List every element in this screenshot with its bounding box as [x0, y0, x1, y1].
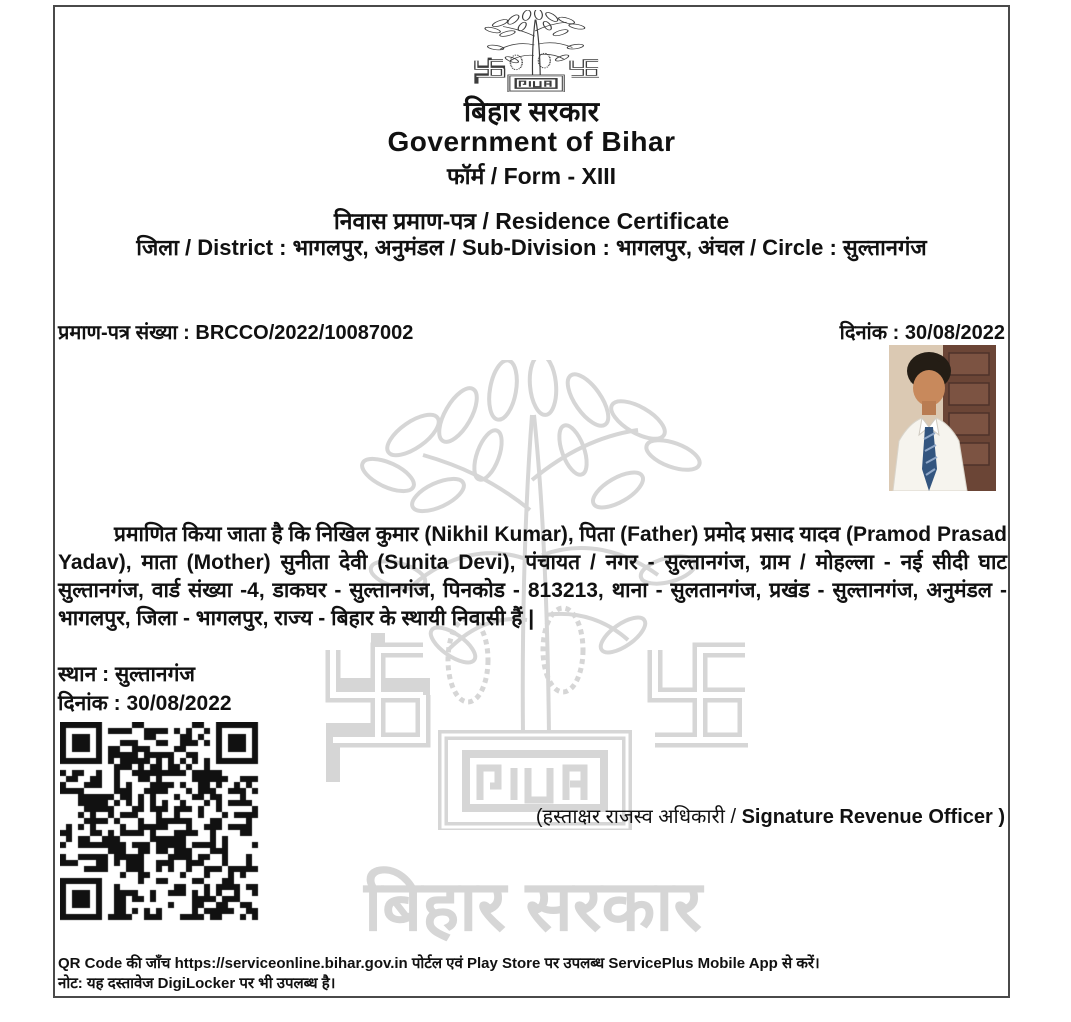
bihar-emblem-watermark	[318, 360, 748, 945]
issue-date-label: दिनांक :	[58, 692, 121, 715]
signature-label-english: Signature Revenue Officer )	[741, 806, 1005, 828]
certificate-number-label: प्रमाण-पत्र संख्या :	[58, 322, 190, 344]
issue-place-line	[58, 660, 232, 689]
issue-date-top-value: 30/08/2022	[904, 322, 1005, 344]
watermark-text: बिहार सरकार	[364, 867, 702, 945]
issue-date-top-label: दिनांक :	[839, 322, 900, 344]
footer-notes	[58, 954, 1003, 994]
issue-date-line	[58, 689, 232, 718]
certificate-number-value: BRCCO/2022/10087002	[195, 322, 414, 344]
issue-date-value: 30/08/2022	[126, 692, 232, 715]
issue-place-date-block	[58, 660, 232, 718]
qr-code	[60, 722, 260, 922]
issue-place-value: सुल्तानगंज	[114, 663, 195, 686]
org-name-english: Government of Bihar	[387, 126, 676, 157]
signature-label-hindi: (हस्ताक्षर राजस्व अधिकारी /	[535, 806, 742, 828]
issue-date-top	[840, 318, 1005, 345]
certificate-body-text: प्रमाणित किया जाता है कि निखिल कुमार (Nikhil Kumar), पिता (Father) प्रमोद प्रसाद यादव (Pramod Prasad Yadav), माता (Mother) सुनीता देवी (Sunita Devi), पंचायत / नगर - सुल्तानगंज, ग्राम / मोहल्ला - नई सीदी घाट सुल्तानगंज, वार्ड संख्या -4, डाकघर - सुल्तानगंज, पिनकोड - 813213, थाना - सुलतानगंज, प्रखंड - सुल्तानगंज, अनुमंडल - भागलपुर, जिला - भागलपुर, राज्य - बिहार के स्थायी निवासी हैं |	[58, 523, 1008, 630]
district-subdivision-circle-line: जिला / District : भागलपुर, अनुमंडल / Sub-Division : भागलपुर, अंचल / Circle : सुल्तानगंज	[136, 235, 927, 260]
bihar-emblem-icon	[472, 10, 599, 92]
applicant-photo	[889, 345, 996, 491]
footer-digilocker-note: नोट: यह दस्तावेज DigiLocker पर भी उपलब्ध है।	[58, 975, 336, 992]
form-number: फॉर्म / Form - XIII	[446, 163, 617, 189]
org-name-hindi: बिहार सरकार	[463, 96, 600, 127]
certificate-number	[58, 318, 413, 345]
signature-line	[536, 802, 1005, 829]
certificate-title: निवास प्रमाण-पत्र / Residence Certificate	[333, 208, 730, 234]
footer-qr-verification-note: QR Code की जाँच https://serviceonline.bihar.gov.in पोर्टल एवं Play Store पर उपलब्ध ServicePlus Mobile App से करें।	[58, 955, 820, 972]
issue-place-label: स्थान :	[58, 663, 110, 686]
